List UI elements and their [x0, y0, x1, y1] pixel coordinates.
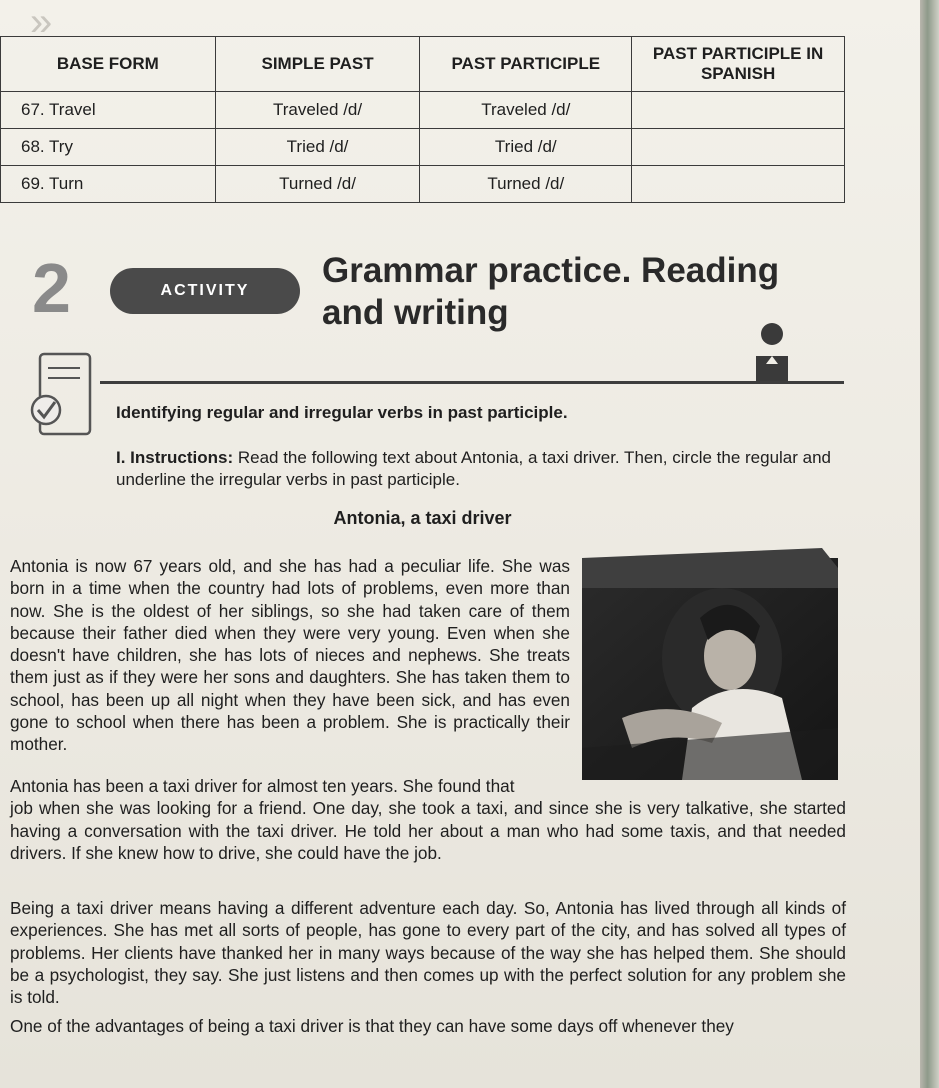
reading-title: Antonia, a taxi driver — [333, 508, 512, 528]
activity-badge: ACTIVITY — [110, 268, 300, 314]
cell-spanish-input[interactable] — [632, 92, 845, 129]
background-edge — [920, 0, 939, 1088]
reading-paragraph-2-start: Antonia has been a taxi driver for almost ten years. She found that — [10, 776, 515, 796]
cell-spanish-input[interactable] — [632, 166, 845, 203]
verb-table — [0, 36, 845, 203]
chevron-decoration-icon: » — [30, 0, 53, 44]
cell-participle: Turned /d/ — [420, 166, 632, 203]
activity-title: Grammar practice. Reading and writing — [322, 251, 780, 332]
table-row — [1, 92, 845, 129]
header-spanish: PAST PARTICIPLE IN SPANISH — [632, 37, 845, 92]
table-row — [1, 129, 845, 166]
reading-paragraph-2-rest: job when she was looking for a friend. One day, she took a taxi, and since she is very talkative, she started having a conversation with the taxi driver. He told her about a man who had some taxis, and that needed drivers. If she knew how to drive, she could have the job. — [10, 798, 846, 863]
cell-base: 67. Travel — [1, 92, 216, 129]
taxi-driver-photo — [582, 548, 838, 780]
header-past-participle: PAST PARTICIPLE — [420, 37, 632, 92]
instructions-text: Read the following text about Antonia, a taxi driver. Then, circle the regular and underline the irregular verbs in past participle. — [116, 448, 832, 489]
header-base-form: BASE FORM — [1, 37, 216, 92]
reading-paragraph-1: Antonia is now 67 years old, and she has had a peculiar life. She was born in a time when the country had lots of problems, even more than now. She is the oldest of her siblings, so she had taken care of them because their father died when they were very young. Even when she doesn't have children, she has lots of nieces and nephews. She treats them just as if they were her sons and daughters. She has taken them to school, has been up all night when they have been sick, and has even gone to school when there has been a problem. She is practically their mother. — [10, 556, 570, 755]
cell-past: Traveled /d/ — [215, 92, 420, 129]
table-row — [1, 166, 845, 203]
cell-base: 68. Try — [1, 129, 216, 166]
checklist-icon — [28, 350, 98, 440]
cell-participle: Tried /d/ — [420, 129, 632, 166]
section-divider — [100, 381, 844, 384]
activity-number: 2 — [32, 249, 71, 327]
cell-past: Turned /d/ — [215, 166, 420, 203]
cell-base: 69. Turn — [1, 166, 216, 203]
reading-paragraph-4: One of the advantages of being a taxi driver is that they can have some days off whenever they — [10, 1016, 734, 1036]
cell-spanish-input[interactable] — [632, 129, 845, 166]
cell-past: Tried /d/ — [215, 129, 420, 166]
header-simple-past: SIMPLE PAST — [215, 37, 420, 92]
reading-paragraph-2 — [10, 775, 846, 864]
table-header-row — [1, 37, 845, 92]
reading-paragraph-3: Being a taxi driver means having a different adventure each day. So, Antonia has lived through all kinds of experiences. She has met all sorts of people, has gone to every part of the city, and has solved all types of problems. Her clients have thanked her in many ways because of the way she has helped them. She should be a psychologist, they say. She just listens and then comes up with the perfect solution for any problem she is told. — [10, 898, 846, 1008]
cell-participle: Traveled /d/ — [420, 92, 632, 129]
instructions-label: I. Instructions: — [116, 448, 234, 467]
instructions — [116, 447, 836, 491]
person-icon — [752, 320, 792, 382]
activity-goal: Identifying regular and irregular verbs in past participle. — [116, 403, 568, 422]
